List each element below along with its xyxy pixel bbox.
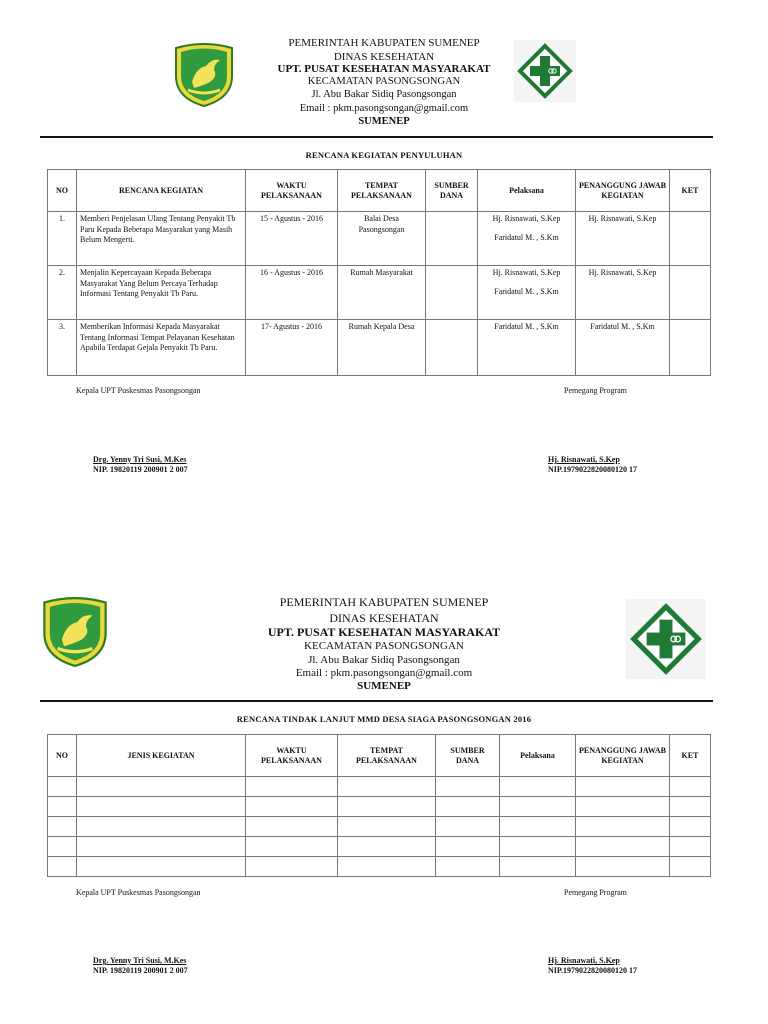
table-row bbox=[48, 320, 711, 376]
col-header: RENCANA KEGIATAN bbox=[77, 170, 246, 212]
cell-ket bbox=[670, 266, 711, 320]
cell-pelaksana bbox=[478, 212, 576, 266]
col-header: TEMPAT PELAKSANAAN bbox=[338, 735, 436, 777]
cell-sumber bbox=[426, 320, 478, 376]
cell-pj: Hj. Risnawati, S.Kep bbox=[576, 266, 670, 320]
header-rule bbox=[40, 136, 713, 138]
cell-kegiatan: Memberi Penjelasan Ulang Tentang Penyakit Tb Paru Kepada Beberapa Masyarakat yang Masih Belum Mengerti. bbox=[77, 212, 246, 266]
table-header-row bbox=[48, 735, 711, 777]
table-row bbox=[48, 837, 711, 857]
signature-right-title: Pemegang Program bbox=[564, 888, 627, 897]
cell-ket bbox=[670, 212, 711, 266]
col-header: JENIS KEGIATAN bbox=[77, 735, 246, 777]
signature-right-title: Pemegang Program bbox=[564, 386, 627, 395]
pelaksana-1: Faridatul M. , S.Km bbox=[494, 322, 559, 331]
table-row bbox=[48, 857, 711, 877]
activity-table bbox=[47, 169, 711, 376]
signature-right-name: Hj. Risnawati, S.Kep bbox=[548, 455, 620, 464]
cell-sumber bbox=[426, 266, 478, 320]
cell-no: 2. bbox=[48, 266, 77, 320]
cell-no: 1. bbox=[48, 212, 77, 266]
letterhead-line6: Email : pkm.pasongsongan@gmail.com bbox=[295, 667, 473, 679]
cell-waktu: 15 - Agustus - 2016 bbox=[246, 212, 338, 266]
letterhead-line4: KECAMATAN PASONGSONGAN bbox=[304, 640, 464, 652]
col-header: Pelaksana bbox=[478, 170, 576, 212]
signature-left-title: Kepala UPT Puskesmas Pasongsongan bbox=[76, 888, 201, 897]
signature-left-name: Drg. Yenny Tri Susi, M.Kes bbox=[93, 455, 187, 464]
col-header: KET bbox=[670, 170, 711, 212]
pelaksana-1: Hj. Risnawati, S.Kep bbox=[492, 214, 561, 223]
cell-tempat: Rumah Masyarakat bbox=[338, 266, 426, 320]
pelaksana-1: Hj. Risnawati, S.Kep bbox=[492, 268, 561, 277]
letterhead-line5: Jl. Abu Bakar Sidiq Pasongsongan bbox=[308, 654, 460, 666]
col-header: Pelaksana bbox=[500, 735, 576, 777]
signature-right-nip: NIP.1979022820080120 17 bbox=[548, 465, 638, 474]
signature-right-name: Hj. Risnawati, S.Kep bbox=[548, 956, 620, 965]
cell-tempat: Balai Desa Pasongsongan bbox=[338, 212, 426, 266]
cell-pelaksana bbox=[478, 266, 576, 320]
letterhead-line7: SUMENEP bbox=[357, 680, 411, 692]
table-row bbox=[48, 266, 711, 320]
col-header: KET bbox=[670, 735, 711, 777]
col-header: NO bbox=[48, 170, 77, 212]
pelaksana-2: Faridatul M. , S.Km bbox=[494, 286, 559, 296]
letterhead-line4: KECAMATAN PASONGSONGAN bbox=[307, 76, 461, 87]
col-header: TEMPAT PELAKSANAAN bbox=[338, 170, 426, 212]
table-row bbox=[48, 797, 711, 817]
cell-waktu: 17- Agustus - 2016 bbox=[246, 320, 338, 376]
col-header: PENANGGUNG JAWAB KEGIATAN bbox=[576, 735, 670, 777]
signature-right-nip: NIP.1979022820080120 17 bbox=[548, 966, 638, 975]
table-row bbox=[48, 212, 711, 266]
signature-left-name: Drg. Yenny Tri Susi, M.Kes bbox=[93, 956, 187, 965]
doc-title: RENCANA KEGIATAN PENYULUHAN bbox=[305, 150, 463, 160]
follow-up-table bbox=[47, 734, 711, 877]
col-header: SUMBER DANA bbox=[426, 170, 478, 212]
letterhead-line3: UPT. PUSAT KESEHATAN MASYARAKAT bbox=[277, 63, 491, 75]
cell-ket bbox=[670, 320, 711, 376]
cell-pelaksana bbox=[478, 320, 576, 376]
cell-sumber bbox=[426, 212, 478, 266]
letterhead-line1: PEMERINTAH KABUPATEN SUMENEP bbox=[288, 37, 480, 49]
signature-left-title: Kepala UPT Puskesmas Pasongsongan bbox=[76, 386, 201, 395]
letterhead-line7: SUMENEP bbox=[358, 116, 410, 127]
col-header: NO bbox=[48, 735, 77, 777]
col-header: SUMBER DANA bbox=[436, 735, 500, 777]
letterhead-line3: UPT. PUSAT KESEHATAN MASYARAKAT bbox=[267, 625, 501, 639]
letterhead-line1: PEMERINTAH KABUPATEN SUMENEP bbox=[279, 595, 489, 609]
cell-pj: Hj. Risnawati, S.Kep bbox=[576, 212, 670, 266]
cell-pj: Faridatul M. , S.Km bbox=[576, 320, 670, 376]
letterhead-line2: DINAS KESEHATAN bbox=[333, 51, 435, 63]
col-header: WAKTU PELAKSANAAN bbox=[246, 170, 338, 212]
col-header: PENANGGUNG JAWAB KEGIATAN bbox=[576, 170, 670, 212]
table-row bbox=[48, 777, 711, 797]
header-rule bbox=[40, 700, 713, 702]
cell-kegiatan: Memberikan Informasi Kepada Masyarakat Tentang Informasi Tempat Pelayanan Kesehatan Apabila Terdapat Gejala Penyakit Tb Paru. bbox=[77, 320, 246, 376]
cell-tempat: Rumah Kepala Desa bbox=[338, 320, 426, 376]
letterhead-line5: Jl. Abu Bakar Sidiq Pasongsongan bbox=[311, 89, 457, 100]
table-row bbox=[48, 817, 711, 837]
signature-left-nip: NIP. 19820119 200901 2 007 bbox=[93, 966, 188, 975]
cell-waktu: 16 - Agustus - 2016 bbox=[246, 266, 338, 320]
doc-title: RENCANA TINDAK LANJUT MMD DESA SIAGA PASONGSONGAN 2016 bbox=[236, 714, 532, 724]
pelaksana-2: Faridatul M. , S.Km bbox=[494, 232, 559, 242]
letterhead-line6: Email : pkm.pasongsongan@gmail.com bbox=[299, 103, 469, 114]
cell-no: 3. bbox=[48, 320, 77, 376]
cell-kegiatan: Menjalin Kepercayaan Kepada Beberapa Masyarakat Yang Belum Percaya Terhadap Informasi Tentang Penyakit Tb Paru. bbox=[77, 266, 246, 320]
col-header: WAKTU PELAKSANAAN bbox=[246, 735, 338, 777]
letterhead-line2: DINAS KESEHATAN bbox=[329, 611, 439, 625]
signature-left-nip: NIP. 19820119 200901 2 007 bbox=[93, 465, 188, 474]
table-header-row bbox=[48, 170, 711, 212]
